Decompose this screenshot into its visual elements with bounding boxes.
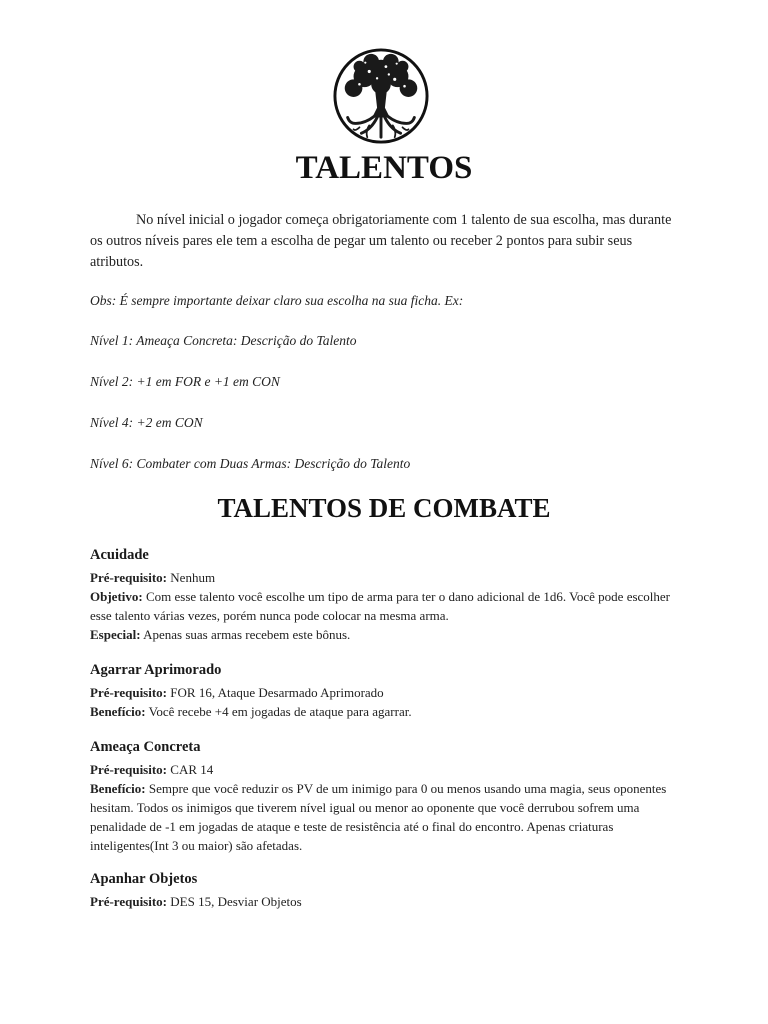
talent-label: Pré-requisito: xyxy=(90,762,168,777)
page-title: TALENTOS xyxy=(295,150,473,186)
talent-label: Especial: xyxy=(90,627,141,642)
talent-text: DES 15, Desviar Objetos xyxy=(167,894,302,909)
talent-name: Acuidade xyxy=(90,547,149,563)
talent-line xyxy=(90,683,680,702)
talent-text: CAR 14 xyxy=(167,762,214,777)
talent-entry xyxy=(90,661,680,721)
talent-label: Objetivo: xyxy=(90,589,143,604)
talent-label: Pré-requisito: xyxy=(90,685,168,700)
example-line: Nível 1: Ameaça Concreta: Descrição do Talento xyxy=(90,333,357,348)
talent-text: Nenhum xyxy=(167,570,216,585)
intro-paragraph: No nível inicial o jogador começa obrigatoriamente com 1 talento de sua escolha, mas durante os outros níveis pares ele tem a escolha de pegar um talento ou receber 2 pontos para subir seus atributos. xyxy=(90,212,672,270)
talent-line xyxy=(90,702,680,721)
talent-text: Apenas suas armas recebem este bônus. xyxy=(140,627,351,642)
talent-label: Benefício: xyxy=(90,704,146,719)
talent-text: Você recebe +4 em jogadas de ataque para agarrar. xyxy=(145,704,412,719)
talent-name: Ameaça Concreta xyxy=(90,739,201,755)
talent-label: Pré-requisito: xyxy=(90,894,168,909)
talent-line xyxy=(90,760,680,779)
example-line: Nível 4: +2 em CON xyxy=(90,415,203,430)
talent-line xyxy=(90,892,680,911)
talent-entry xyxy=(90,546,680,644)
talent-entry xyxy=(90,738,680,855)
talent-line xyxy=(90,625,680,644)
talent-name: Agarrar Aprimorado xyxy=(90,662,222,678)
example-line: Nível 2: +1 em FOR e +1 em CON xyxy=(90,374,280,389)
example-line: Nível 6: Combater com Duas Armas: Descrição do Talento xyxy=(90,456,411,471)
obs-note: Obs: É sempre importante deixar claro sua escolha na sua ficha. Ex: xyxy=(90,293,464,308)
tree-of-life-icon xyxy=(330,47,432,145)
talent-entry xyxy=(90,870,680,911)
talent-text: Com esse talento você escolhe um tipo de arma para ter o dano adicional de 1d6. Você pode escolher esse talento várias vezes, porém nunca pode colocar na mesma arma. xyxy=(90,589,671,623)
talent-label: Pré-requisito: xyxy=(90,570,168,585)
talent-line xyxy=(90,568,680,587)
talent-text: FOR 16, Ataque Desarmado Aprimorado xyxy=(167,685,384,700)
talent-text: Sempre que você reduzir os PV de um inimigo para 0 ou menos usando uma magia, seus oponentes hesitam. Todos os inimigos que tiverem nível igual ou menor ao oponente que você derrubou sofrem uma penalidade de -1 em jogadas de ataque e teste de resistência até o final do encontro. Apenas criaturas inteligentes(Int 3 ou maior) são afetadas. xyxy=(90,781,667,853)
talent-line xyxy=(90,779,680,855)
talent-line xyxy=(90,587,680,625)
talent-label: Benefício: xyxy=(90,781,146,796)
talent-name: Apanhar Objetos xyxy=(90,871,198,887)
section-title: TALENTOS DE COMBATE xyxy=(217,493,551,523)
